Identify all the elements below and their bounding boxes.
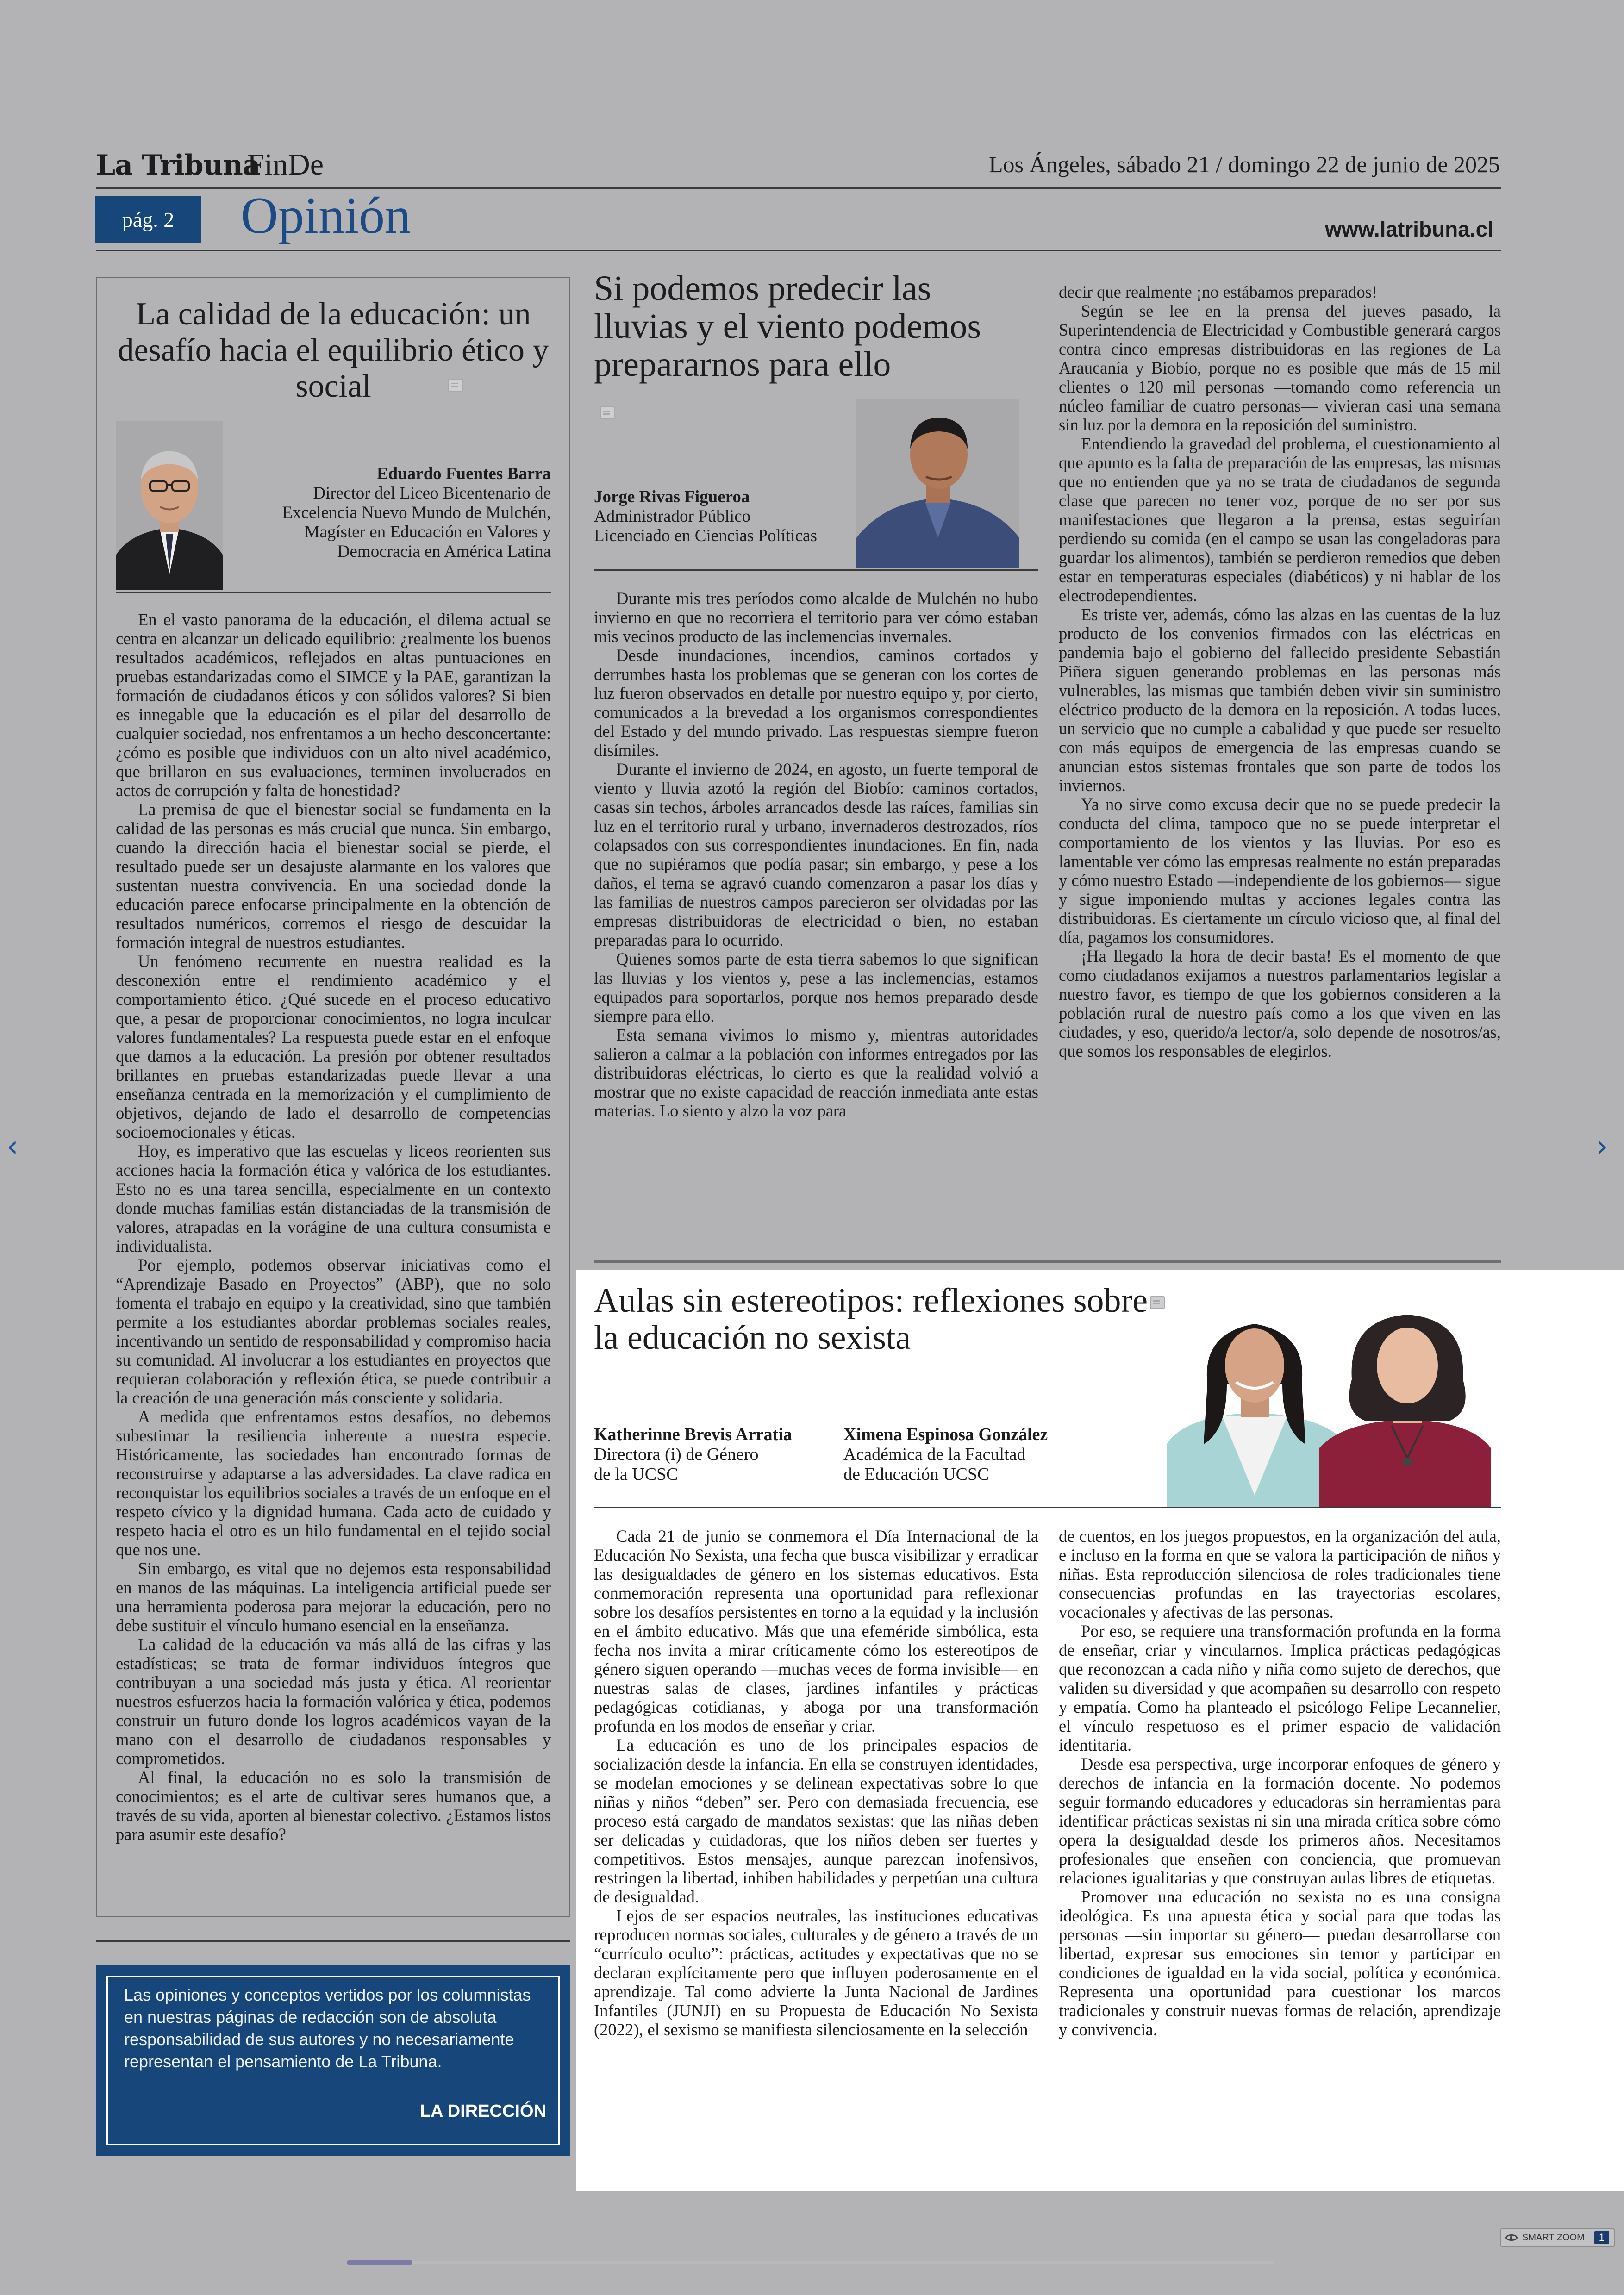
body-paragraph: Ya no sirve como excusa decir que no se puede predecir la conducta del clima, tampoco que no se puede interpretar el comportamiento de los vientos y las lluvias. Por eso es lamentable ver cómo las empresas realmente no están preparadas y cómo nuestro Estado —independiente de los gobiernos— sigue y sigue imponiendo multas y acciones legales contra las distribuidoras. Es ciertamente un círculo vicioso que, al final del día, pagamos los consumidores. xyxy=(1059,795,1501,947)
author-byline xyxy=(231,464,551,561)
article-title: Aulas sin estereotipos: reflexiones sobre la educación no sexista xyxy=(594,1282,1148,1357)
body-paragraph: de cuentos, en los juegos propuestos, en la organización del aula, e incluso en la forma en que se valora la participación de niños y niñas. Esta reproducción silenciosa de roles tradicionales tiene consecuencias profundas en las trayectorias escolares, vocacionales y afectivas de las personas. xyxy=(1059,1527,1501,1621)
body-paragraph: Un fenómeno recurrente en nuestra realidad es la desconexión entre el rendimiento académico y el comportamiento ético. ¿Qué sucede en el proceso educativo que, a pesar de proporcionar conocimientos, no logra inculcar valores fundamentales? La respuesta puede estar en el enfoque que damos a la educación. La presión por obtener resultados brillantes en pruebas estandarizadas puede llevar a una enseñanza centrada en la memorización y el cumplimiento de objetivos, dejando de lado el desarrollo de competencias socioemocionales y éticas. xyxy=(116,952,551,1141)
page-scrollbar-track[interactable] xyxy=(347,2261,1273,2264)
body-paragraph: Esta semana vivimos lo mismo y, mientras autoridades salieron a calmar a la población con informes entregados por las distribuidoras eléctricas, lo cierto es que la realidad volvió a mostrar que no existe capacidad de reacción inmediata ante estas materias. Lo siento y alzo la voz para xyxy=(594,1025,1038,1120)
author-role: Directora (i) de Género xyxy=(594,1445,759,1464)
author-byline xyxy=(843,1425,1103,1484)
chevron-right-icon[interactable]: › xyxy=(1596,1129,1608,1164)
body-paragraph: La premisa de que el bienestar social se fundamenta en la calidad de las personas es más crucial que nunca. Sin embargo, cuando la dirección hacia el bienestar social se pierde, el resultado puede ser un desajuste alarmante en los valores que sustentan nuestra convivencia. En una sociedad donde la educación parece enfocarse principalmente en la obtención de resultados numéricos, corremos el riesgo de descuidar la formación integral de nuestros estudiantes. xyxy=(116,800,551,952)
section-rule xyxy=(96,250,1501,251)
disclaimer-text: Las opiniones y conceptos vertidos por los columnistas en nuestras páginas de redacción son de absoluta responsabilidad de sus autores y no necesariamente representan el pensamiento de La Tribuna. xyxy=(124,1985,531,2071)
website-url: www.latribuna.cl xyxy=(1325,217,1493,241)
body-paragraph: Por ejemplo, podemos observar iniciativas como el “Aprendizaje Basado en Proyectos” (ABP), que no solo fomenta el trabajo en equipo y la creatividad, sino que también permite a los estudiantes abordar problemas sociales reales, incentivando un sentido de responsabilidad y compromiso hacia su comunidad. Al involucrar a los estudiantes en proyectos que requieran colaboración y reflexión ética, se puede contribuir a la creación de una generación más consciente y solidaria. xyxy=(116,1255,551,1407)
authors-portrait-icon xyxy=(1167,1291,1500,1508)
eye-icon xyxy=(1505,2234,1518,2241)
body-paragraph: Es triste ver, además, cómo las alzas en las cuentas de la luz producto de los convenios firmados con las eléctricas en pandemia bajo el gobierno del fallecido presidente Sebastián Piñera siguen generando problemas en las personas más vulnerables, las mismas que también deben vivir sin suministro eléctrico producto de la demora en la reposición. A todas luces, un servicio que no cumple a cabalidad y que puede ser resuelto con más equipos de emergencia de las empresas cuando se anuncian estos sistemas frontales que son parte de todos los inviernos. xyxy=(1059,605,1501,795)
byline-rule xyxy=(594,1507,1501,1508)
author-byline xyxy=(594,487,853,546)
body-paragraph: Lejos de ser espacios neutrales, las instituciones educativas reproducen normas sociales, culturales y de género a través de un “currículo oculto”: prácticas, actitudes y expectativas que no se declaran explícitamente pero que influyen poderosamente en el aprendizaje. Tal como advierte la Junta Nacional de Jardines Infantiles (JUNJI) en su Propuesta de Educación No Sexista (2022), el sexismo se manifiesta silenciosamente en la selección xyxy=(594,1906,1038,2039)
column-rule xyxy=(96,1940,570,1942)
zoom-value: 1 xyxy=(1594,2231,1609,2244)
article-title: La calidad de la educación: un desafío hacia el equilibrio ético y social xyxy=(118,296,549,404)
author-role: Administrador Público xyxy=(594,507,751,526)
disclaimer-signature: LA DIRECCIÓN xyxy=(419,2102,546,2121)
body-paragraph: Durante mis tres períodos como alcalde de Mulchén no hubo invierno en que no recorriera el territorio para ver cómo estaban mis vecinos producto de las inclemencias invernales. xyxy=(594,589,1038,646)
body-paragraph: Desde esa perspectiva, urge incorporar enfoques de género y derechos de infancia en la formación docente. No podemos seguir formando educadores y educadoras sin herramientas para identificar prácticas sexistas ni sin una mirada crítica sobre cómo opera la desigualdad desde los primeros años. Necesitamos profesionales que enseñen con conciencia, que promuevan relaciones igualitarias y que construyan aulas libres de etiquetas. xyxy=(1059,1754,1501,1887)
author-role: de Educación UCSC xyxy=(843,1465,989,1484)
author-portrait-icon xyxy=(856,399,1019,568)
author-photo xyxy=(116,421,223,590)
body-paragraph: Hoy, es imperativo que las escuelas y liceos reorienten sus acciones hacia la formación ética y valórica de los estudiantes. Esto no es una tarea sencilla, especialmente en un contexto donde muchas familias están distanciadas de la transmisión de valores, atrapadas en la vorágine de una cultura consumista e individualista. xyxy=(116,1141,551,1255)
authors-photo xyxy=(1167,1291,1500,1508)
article-body xyxy=(594,1527,1038,2039)
body-paragraph: Entendiendo la gravedad del problema, el cuestionamiento al que apunto es la falta de preparación de las empresas, las mismas que no entienden que ya no se trata de ciudadanos de segunda clase que parecen no tener voz, porque de no ser por sus manifestaciones que llegaron a la prensa, estas seguirían perdiendo su comida (en el campo se usan las congeladoras para guardar los alimentos), también se perdieron remedios que deben estar en temperaturas especiales (diabéticos) y ni hablar de los electrodependientes. xyxy=(1059,434,1501,605)
body-paragraph: Desde inundaciones, incendios, caminos cortados y derrumbes hasta los problemas que se generan con los cortes de luz fueron observados en detalle por nuestro equipo y, por cierto, comunicados a la brevedad a los organismos correspondientes del Estado y del mundo privado. Las respuestas siempre fueron disímiles. xyxy=(594,646,1038,760)
note-icon[interactable] xyxy=(1150,1296,1165,1309)
smart-zoom-button[interactable] xyxy=(1500,2228,1615,2247)
page-number-badge: pág. 2 xyxy=(95,196,201,243)
byline-rule xyxy=(116,592,551,593)
author-role: Excelencia Nuevo Mundo de Mulchén, xyxy=(282,503,551,522)
author-role: Académica de la Facultad xyxy=(843,1445,1026,1464)
author-portrait-icon xyxy=(116,421,223,590)
body-paragraph: Promover una educación no sexista no es una consigna ideológica. Es una apuesta ética y social para que todas las personas —sin importar su género— puedan desarrollarse con libertad, expresar sus emociones sin temor y participar en condiciones de igualdad en la vida social, política y económica. Representa una oportunidad para cuestionar los marcos tradicionales y construir nuevas formas de relación, aprendizaje y convivencia. xyxy=(1059,1887,1501,2039)
author-photo xyxy=(856,399,1019,568)
body-paragraph: Según se lee en la prensa del jueves pasado, la Superintendencia de Electricidad y Combustible generará cargos contra cinco empresas distribuidoras en las regiones de La Araucanía y Biobío, porque no es posible que más de 15 mil clientes o 120 mil personas —tomando como referencia un núcleo familiar de cuatro personas— vivieran casi una semana sin luz por la demora en la reposición del suministro. xyxy=(1059,301,1501,434)
note-icon[interactable] xyxy=(600,406,615,419)
edition-name: FinDe xyxy=(247,148,324,181)
page-scrollbar-thumb[interactable] xyxy=(347,2260,412,2265)
article-body xyxy=(1059,282,1501,1060)
body-paragraph: Sin embargo, es vital que no dejemos esta responsabilidad en manos de las máquinas. La inteligencia artificial puede ser una herramienta poderosa para mejorar la educación, pero no debe sustituir el vínculo humano esencial en la enseñanza. xyxy=(116,1559,551,1635)
author-role: de la UCSC xyxy=(594,1465,678,1484)
zoom-label: SMART ZOOM xyxy=(1522,2232,1585,2243)
byline-rule xyxy=(594,569,1038,571)
section-title: Opinión xyxy=(241,187,411,244)
author-name: Ximena Espinosa González xyxy=(843,1425,1048,1444)
body-paragraph: A medida que enfrentamos estos desafíos, no debemos subestimar la resiliencia inherente a nuestra especie. Históricamente, las sociedades han encontrado formas de reconstruirse y adaptarse a las adversidades. La clave radica en reconquistar los equilibrios sociales a través de un enfoque en el respeto cívico y la dignidad humana. Cada acto de cuidado y respeto hacia el otro es un hilo fundamental en el tejido social que nos une. xyxy=(116,1407,551,1559)
author-name: Eduardo Fuentes Barra xyxy=(376,464,551,483)
newspaper-logo: La Tribuna xyxy=(96,149,260,181)
author-role: Democracia en América Latina xyxy=(337,542,551,561)
author-role: Director del Liceo Bicentenario de xyxy=(313,484,551,503)
author-byline xyxy=(594,1425,835,1484)
author-role: Magíster en Educación en Valores y xyxy=(304,523,551,542)
article-body xyxy=(594,589,1038,1120)
section-divider xyxy=(594,1260,1501,1263)
note-icon[interactable] xyxy=(448,379,463,392)
article-title: Si podemos predecir las lluvias y el viento podemos prepararnos para ello xyxy=(594,269,981,384)
author-name: Katherinne Brevis Arratia xyxy=(594,1425,792,1444)
article-body xyxy=(116,610,551,1844)
body-paragraph: Quienes somos parte de esta tierra sabemos lo que significan las lluvias y los vientos y, pese a las inclemencias, estamos equipados para soportarlos, porque nos hemos preparado desde siempre para ello. xyxy=(594,949,1038,1025)
body-paragraph: Cada 21 de junio se conmemora el Día Internacional de la Educación No Sexista, una fecha que busca visibilizar y erradicar las desigualdades de género en los sistemas educativos. Esta conmemoración representa una oportunidad para reflexionar sobre los desafíos persistentes en torno a la equidad y la inclusión en el ámbito educativo. Más que una efeméride simbólica, esta fecha nos invita a mirar críticamente cómo los estereotipos de género siguen operando —muchas veces de forma invisible— en nuestras salas de clases, jardines infantiles y prácticas pedagógicas cotidianas, y aboga por una transformación profunda en los modos de enseñar y criar. xyxy=(594,1527,1038,1735)
body-paragraph: Por eso, se requiere una transformación profunda en la forma de enseñar, criar y vincularnos. Implica prácticas pedagógicas que reconozcan a cada niño y niña como sujeto de derechos, que validen su diversidad y que acompañen su desarrollo con respeto y empatía. Como ha planteado el psicólogo Felipe Lecannelier, el vínculo respetuoso es el primer espacio de validación identitaria. xyxy=(1059,1621,1501,1754)
body-paragraph: decir que realmente ¡no estábamos preparados! xyxy=(1059,282,1378,301)
article-body xyxy=(1059,1527,1501,2039)
body-paragraph: Durante el invierno de 2024, en agosto, un fuerte temporal de viento y lluvia azotó la región del Biobío: caminos cortados, casas sin techos, árboles arrancados desde las raíces, familias sin luz en el territorio rural y urbano, invernaderos destrozados, ríos colapsados con sus correspondientes inundaciones. En fin, nada que no supiéramos que podía pasar; sin embargo, y pese a los daños, el tema se agravó cuando comenzaron a pasar los días y las familias de nuestros campos parecieron ser olvidadas por las empresas distribuidoras de electricidad o bien, no estaban preparadas para lo ocurrido. xyxy=(594,760,1038,949)
issue-date: Los Ángeles, sábado 21 / domingo 22 de junio de 2025 xyxy=(988,151,1500,177)
body-paragraph: La calidad de la educación va más allá de las cifras y las estadísticas; se trata de formar individuos íntegros que contribuyan a una sociedad más justa y ética. Al reorientar nuestros esfuerzos hacia la formación valórica y ética, podemos construir un futuro donde los logros académicos vayan de la mano con el desarrollo de ciudadanos responsables y comprometidos. xyxy=(116,1635,551,1768)
body-paragraph: La educación es uno de los principales espacios de socialización desde la infancia. En ella se construyen identidades, se modelan emociones y se delinean expectativas sobre lo que niñas y niños “deben” ser. Pero con demasiada frecuencia, ese proceso está cargado de mandatos sexistas: que las niñas deben ser delicadas y cuidadoras, que los niños deben ser fuertes y competitivos. Estos mensajes, aunque parezcan inofensivos, restringen la libertad, inhiben habilidades y perpetúan una cultura de desigualdad. xyxy=(594,1735,1038,1906)
author-role: Licenciado en Ciencias Políticas xyxy=(594,526,817,545)
author-name: Jorge Rivas Figueroa xyxy=(594,487,750,506)
body-paragraph: Al final, la educación no es solo la transmisión de conocimientos; es el arte de cultivar seres humanos que, a través de su vida, aporten al bienestar colectivo. ¿Estamos listos para asumir este desafío? xyxy=(116,1768,551,1844)
body-paragraph: ¡Ha llegado la hora de decir basta! Es el momento de que como ciudadanos exijamos a nuestros parlamentarios legislar a nuestro favor, es tiempo de que los gobiernos consideren a la población rural de nuestro país como a los que viven en las ciudades, y eso, querido/a lector/a, solo depende de nosotros/as, que somos los responsables de elegirlos. xyxy=(1059,947,1501,1060)
chevron-left-icon[interactable]: ‹ xyxy=(6,1129,19,1164)
body-paragraph: En el vasto panorama de la educación, el dilema actual se centra en alcanzar un delicado equilibrio: ¿realmente los buenos resultados académicos, reflejados en altas puntuaciones en pruebas estandarizadas como el SIMCE y la PAE, garantizan la formación de ciudadanos éticos y con sólidos valores? Si bien es innegable que la educación es el pilar del desarrollo de cualquier sociedad, nos enfrentamos a un hecho desconcertante: ¿cómo es posible que individuos con un alto nivel académico, que brillaron en sus evaluaciones, terminen involucrados en actos de corrupción y falta de honestidad? xyxy=(116,610,551,800)
